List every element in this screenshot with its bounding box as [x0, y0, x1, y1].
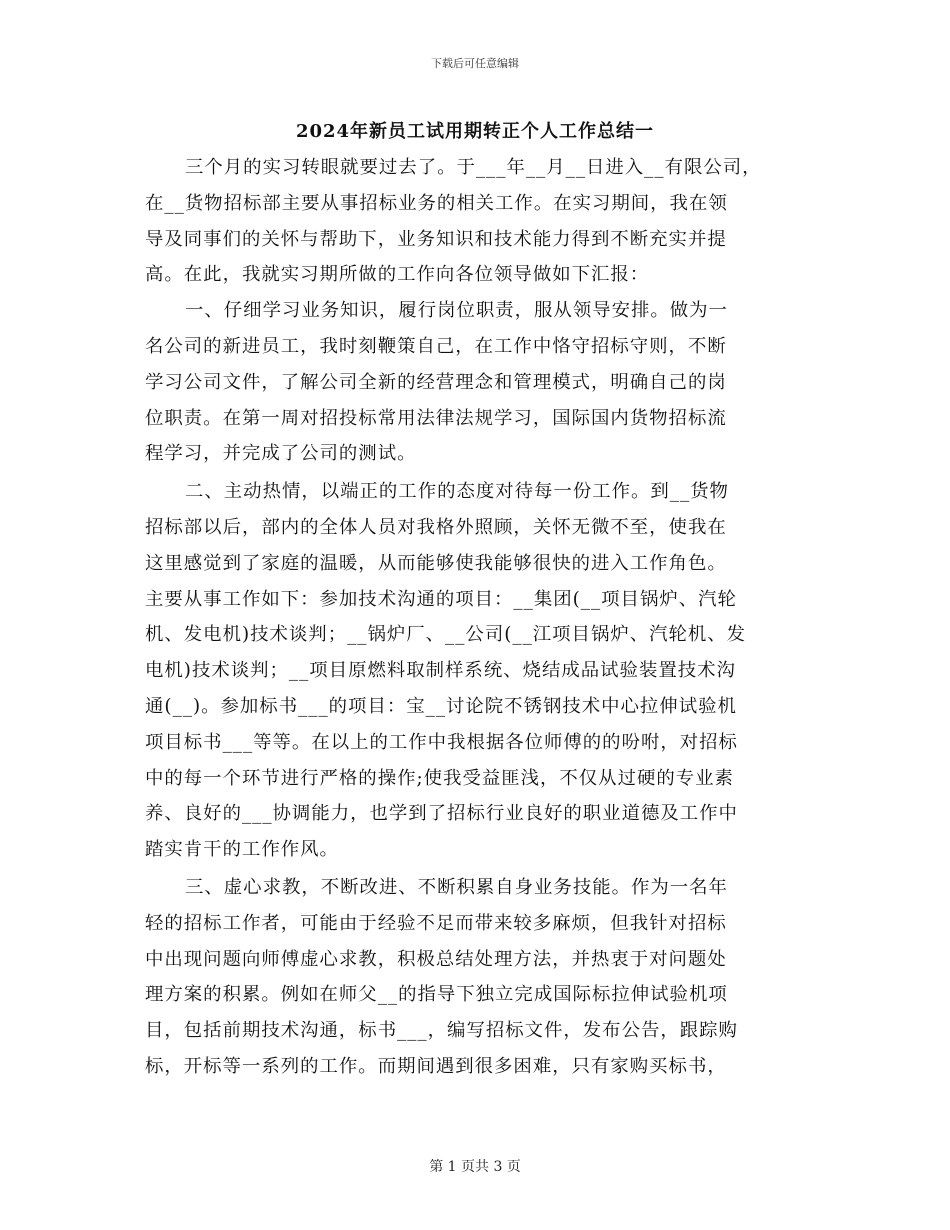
body-line: 二、主动热情，以端正的工作的态度对待每一份工作。到__货物	[185, 481, 729, 503]
body-line: 机、发电机)技术谈判；__锅炉厂、__公司(__江项目锅炉、汽轮机、发	[145, 624, 747, 646]
body-line: 导及同事们的关怀与帮助下，业务知识和技术能力得到不断充实并提	[145, 228, 727, 250]
body-line: 踏实肯干的工作作风。	[145, 839, 339, 861]
body-line: 项目标书___等等。在以上的工作中我根据各位师傅的的吩咐，对招标	[145, 731, 738, 753]
body-line: 三个月的实习转眼就要过去了。于___年__月__日进入__有限公司，	[185, 157, 762, 178]
body-line: 位职责。在第一周对招投标常用法律法规学习，国际国内货物招标流	[145, 407, 727, 429]
body-line: 学习公司文件，了解公司全新的经营理念和管理模式，明确自己的岗	[145, 371, 727, 393]
page-header-note: 下载后可任意编辑	[431, 57, 519, 70]
body-line: 在__货物招标部主要从事招标业务的相关工作。在实习期间，我在领	[145, 192, 728, 214]
body-line: 标，开标等一系列的工作。而期间遇到很多困难，只有家购买标书，	[145, 1055, 727, 1077]
body-line: 通(__)。参加标书___的项目：宝__讨论院不锈钢技术中心拉伸试验机	[145, 695, 737, 717]
document-body	[145, 150, 805, 1085]
body-line: 电机)技术谈判；__项目原燃料取制样系统、烧结成品试验装置技术沟	[145, 660, 736, 682]
body-line: 名公司的新进员工，我时刻鞭策自己，在工作中恪守招标守则，不断	[145, 335, 727, 357]
body-line: 轻的招标工作者，可能由于经验不足而带来较多麻烦，但我针对招标	[145, 912, 727, 934]
body-line: 主要从事工作如下：参加技术沟通的项目：__集团(__项目锅炉、汽轮	[145, 588, 737, 610]
body-line: 中出现问题向师傅虚心求教，积极总结处理方法，并热衷于对问题处	[145, 948, 727, 970]
page-number-footer: 第 1 页共 3 页	[429, 1159, 521, 1175]
document-title: 2024年新员工试用期转正个人工作总结一	[295, 121, 655, 142]
body-line: 招标部以后，部内的全体人员对我格外照顾，关怀无微不至，使我在	[145, 516, 727, 538]
body-line: 这里感觉到了家庭的温暖，从而能够使我能够很快的进入工作角色。	[145, 552, 727, 574]
body-line: 一、仔细学习业务知识，履行岗位职责，服从领导安排。做为一	[185, 300, 728, 322]
body-line: 高。在此，我就实习期所做的工作向各位领导做如下汇报：	[145, 264, 650, 286]
body-line: 理方案的积累。例如在师父__的指导下独立完成国际标拉伸试验机项	[145, 984, 728, 1006]
body-line: 养、良好的___协调能力，也学到了招标行业良好的职业道德及工作中	[145, 803, 738, 825]
body-line: 三、虚心求教，不断改进、不断积累自身业务技能。作为一名年	[185, 876, 728, 898]
body-line: 目，包括前期技术沟通，标书___，编写招标文件，发布公告，跟踪购	[145, 1020, 738, 1042]
body-line: 程学习，并完成了公司的测试。	[145, 443, 417, 465]
body-line: 中的每一个环节进行严格的操作;使我受益匪浅，不仅从过硬的专业素	[145, 767, 734, 789]
